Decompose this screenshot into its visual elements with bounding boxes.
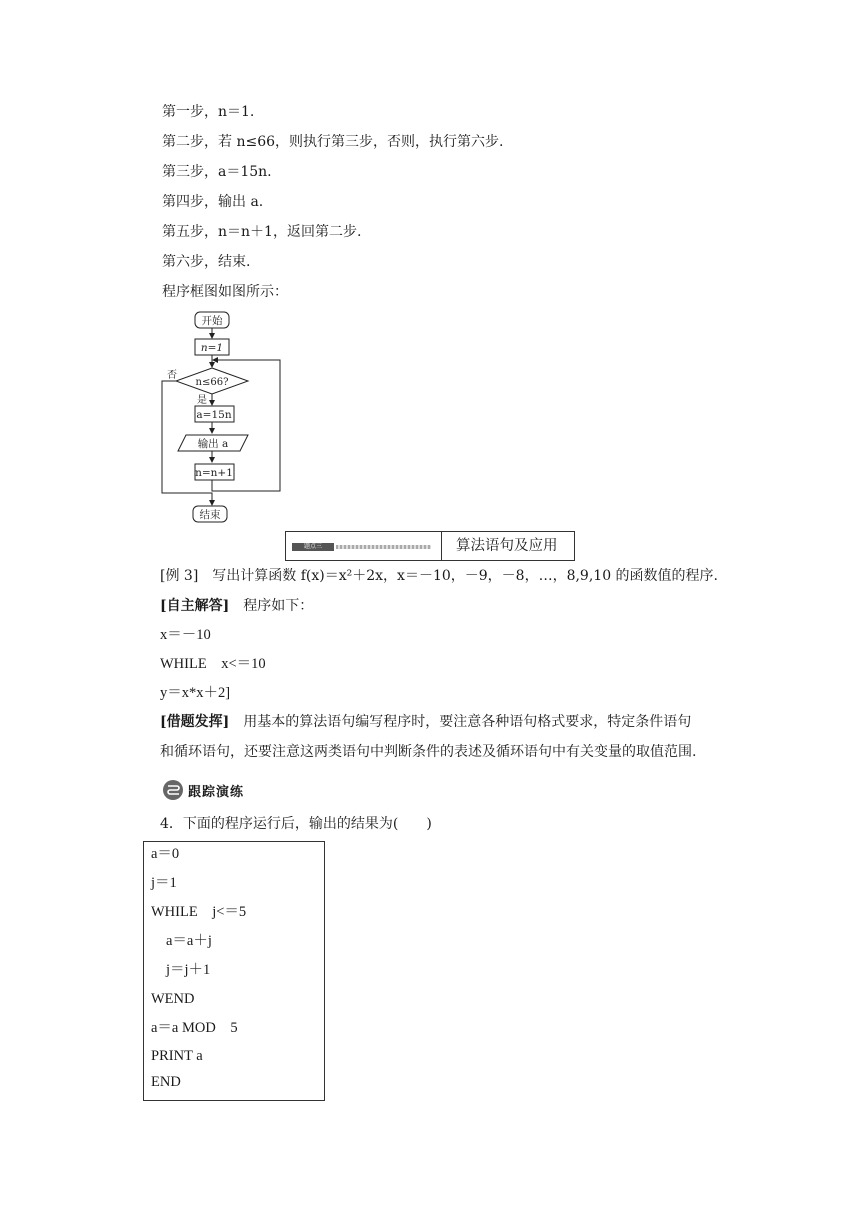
step-6: 第六步，结束. <box>162 254 251 270</box>
section-tag-area <box>286 532 442 560</box>
program-code-box <box>143 841 325 1101</box>
flowchart <box>150 305 290 527</box>
section-stripe <box>336 545 431 549</box>
example-text: 写出计算函数 f(x)＝x²＋2x，x＝－10，－9，－8，…，8,9,10 的函数值的程序. <box>212 568 718 584</box>
solution-text: 程序如下： <box>243 598 314 614</box>
tip-text-1: 用基本的算法语句编写程序时，要注意各种语句格式要求，特定条件语句 <box>243 714 692 730</box>
code-line-2: j＝1 <box>151 875 177 891</box>
step-4: 第四步，输出 a. <box>162 194 264 210</box>
code-line-4: a＝a＋j <box>166 933 212 949</box>
code-line-9: END <box>151 1074 181 1090</box>
section-tag: 题点三 <box>292 543 334 551</box>
flow-yes-label: 是 <box>197 395 207 406</box>
practice-header <box>162 778 244 802</box>
code-line-8: PRINT a <box>151 1048 203 1064</box>
code-line-7: a＝a MOD 5 <box>151 1020 238 1036</box>
example-label: [例 3] <box>160 568 199 584</box>
tip-line-2: 和循环语句，还要注意这两类语句中判断条件的表述及循环语句中有关变量的取值范围. <box>160 744 697 760</box>
question-4: 4．下面的程序运行后，输出的结果为( ) <box>160 816 432 832</box>
flow-output-text: 输出 a <box>197 438 229 450</box>
step-2: 第二步，若 n≤66，则执行第三步，否则，执行第六步. <box>162 134 504 150</box>
tip-line-1 <box>160 712 691 732</box>
practice-label: 跟踪演练 <box>188 784 245 800</box>
solution-code-line-1: x＝－10 <box>160 627 211 643</box>
section-title: 算法语句及应用 <box>456 538 558 554</box>
section-header <box>285 531 575 561</box>
tip-label: [借题发挥] <box>160 714 230 730</box>
step-5: 第五步，n＝n＋1，返回第二步. <box>162 224 362 240</box>
flow-start-text: 开始 <box>201 315 223 327</box>
code-line-3: WHILE j<＝5 <box>151 904 247 920</box>
code-line-5: j＝j＋1 <box>166 962 211 978</box>
flow-assign-text: a=15n <box>196 409 232 421</box>
code-line-1: a＝0 <box>151 846 180 862</box>
flow-increment-text: n=n+1 <box>195 467 233 479</box>
flow-end-text: 结束 <box>199 509 221 521</box>
step-3: 第三步，a＝15n. <box>162 164 272 180</box>
step-1: 第一步，n＝1. <box>162 104 255 120</box>
flow-condition-text: n≤66? <box>195 377 229 388</box>
example-line <box>160 566 718 586</box>
flow-init-text: n=1 <box>200 342 224 354</box>
solution-code-line-2: WHILE x<＝10 <box>160 656 266 672</box>
code-line-6: WEND <box>151 991 195 1007</box>
solution-label: [自主解答] <box>160 598 230 614</box>
flowchart-intro: 程序框图如图所示： <box>162 284 288 300</box>
solution-line <box>160 596 313 616</box>
flow-no-label: 否 <box>167 370 177 381</box>
solution-code-line-3: y＝x*x＋2] <box>160 685 231 701</box>
scroll-icon <box>162 779 184 801</box>
